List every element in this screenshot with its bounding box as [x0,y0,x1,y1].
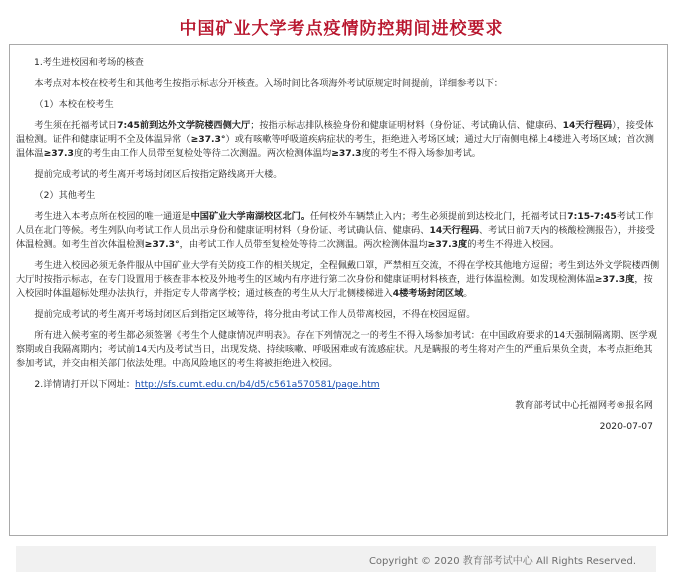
bold-text: ≥37.3° [144,239,180,250]
bold-text: 14天行程码 [562,120,613,131]
text-span: 考试工作人员在北门等候。考生列队向考试工作人员出示身份和健康证明材料（身份证、考试确认信、健康码、 [16,211,654,236]
text-span: 度的考生由工作人员带至复检处等待二次测温。两次检测体温均 [73,148,332,159]
bold-text: ≥37.3度 [427,239,468,250]
page-title: 中国矿业大学考点疫情防控期间进校要求 [179,19,504,39]
section1-heading [16,56,661,70]
bold-text: 37.3度 [602,274,635,285]
bold-text: 7:45前到达外文学院楼西侧大厅 [117,120,251,131]
bold-text: ≥37.3 [331,148,362,159]
text-span: 任何校外车辆禁止入内；考生必须提前到达校北门，托福考试日 [310,211,568,222]
bold-text: 7:15-7:45 [567,211,617,222]
sub2-paragraph-3: 提前完成考试的考生离开考场封闭区后到指定区域等待，将分批由考试工作人员带离校园，不得在校园逗留。 [34,309,476,320]
date: 2020-07-07 [599,421,653,432]
bold-text: ≥37.3° [190,134,226,145]
sub1-paragraph [16,119,661,161]
text-span: ）或有咳嗽等呼吸道疾病症状的考生，拒绝进入考场区域；通过大厅南侧电梯上4楼进入考场区域；首次测温体温 [16,134,654,159]
notice-content [9,44,668,536]
intro-paragraph: 本考点对本校在校考生和其他考生按指示标志分开核查。入场时间比各项海外考试原规定时间提前，详细参考以下： [34,78,503,89]
section2-prefix: 2.详情请打开以下网址： [34,379,136,390]
signature: 教育部考试中心托福网考®报名网 [515,400,653,411]
section2-line [16,378,661,392]
sub2-paragraph-4: 所有进入候考室的考生都必须签署《考生个人健康情况声明表》。存在下列情况之一的考生不得入场参加考试：在中国政府要求的14天强制隔离期、医学观察期或自我隔离期内；考试前14天内及考试当日，出现发烧、持续咳嗽、呼吸困难或有流感症状。凡是瞒报的考生将对产生的严重后果负全责，本考点拒绝其参加考试，并交由相关部门依法处理。中高风险地区的考生将被拒绝进入校园。 [16,330,658,369]
text-span: ），接受体温检测。证件和健康证明不全及体温异常（ [16,120,654,145]
text-span: ；按指示标志排队核验身份和健康证明材料（身份证、考试确认信、健康码、 [250,120,563,131]
bold-text: 14天行程码 [429,225,479,236]
text-span: ，由考试工作人员带至复检处等待二次测温。两次检测体温均 [179,239,428,250]
details-link[interactable]: http://sfs.cumt.edu.cn/b4/d5/c561a570581/page.htm [135,379,380,390]
bold-text: 4楼考场封闭区域 [392,288,464,299]
text-span: 度的考生不得入场参加考试。 [361,148,481,159]
sub2-paragraph [16,210,661,252]
footer-bar [16,546,656,572]
sub2-heading: （2）其他考生 [34,190,96,201]
sub1-heading: （1）本校在校考生 [34,99,114,110]
bold-text: 中国矿业大学南湖校区北门。 [190,211,311,222]
text-span: 考生须在托福考试日 [34,120,118,131]
text-span: 。 [463,288,473,299]
sub1-after-paragraph: 提前完成考试的考生离开考场封闭区后按指定路线离开大楼。 [34,169,283,180]
copyright-text: Copyright © 2020 教育部考试中心 All Rights Reserved. [368,556,636,567]
sub2-paragraph-2 [16,259,661,301]
text-span: 考生进入本考点所在校园的唯一通道是 [34,211,191,222]
section1-heading-text: 1.考生进校园和考场的核查 [34,57,144,68]
text-span: 的考生不得进入校园。 [467,239,560,250]
bold-text: ≥37.3 [43,148,74,159]
text-span: ，按入校园时体温超标处理办法执行，并指定专人带离学校；通过核查的考生从大厅北侧楼梯进入 [16,274,653,299]
text-span: 、考试日前7天内的核酸检测报告），并接受体温检测。如考生首次体温检测 [16,225,655,250]
text-span: 考生进入校园必须无条件服从中国矿业大学有关防疫工作的相关规定，全程佩戴口罩，严禁相互交流，不得在学校其他地方逗留；考生到达外文学院楼西侧大厅时按指示标志，在专门设置用于核查非本校及外地考生的区域内有序进行第二次身份和健康证明材料核查，进行体温检测。如发现检测体温≥ [16,260,660,285]
